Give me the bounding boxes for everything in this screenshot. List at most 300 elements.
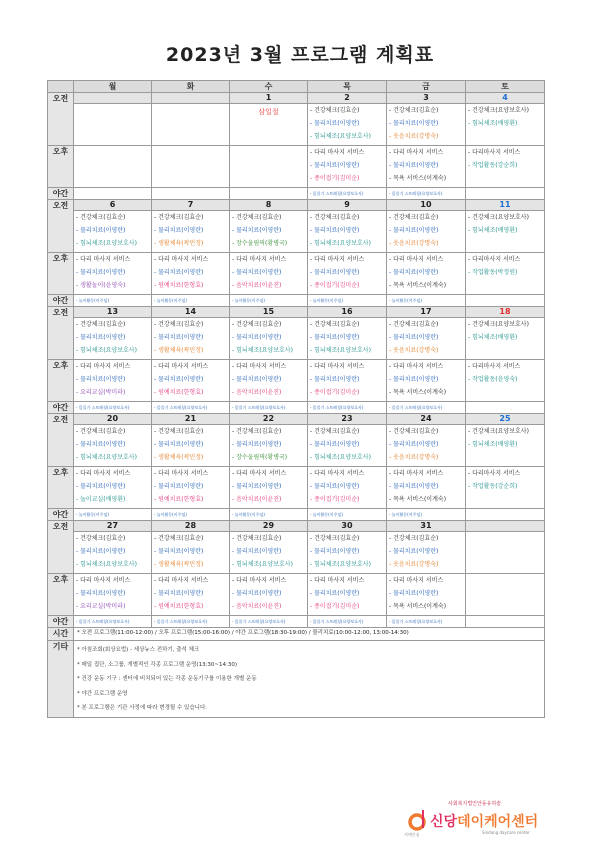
schedule-cell (152, 360, 230, 402)
day-number: 9 (308, 200, 387, 211)
schedule-cell (466, 360, 545, 402)
program-item: - 웃음치료(강명숙) (389, 133, 439, 140)
program-item: - 물리치료(이영란) (389, 483, 439, 490)
program-item: - 물리치료(이영란) (310, 548, 360, 555)
schedule-cell (387, 616, 466, 628)
schedule-cell (74, 616, 152, 628)
program-item: - 건강체크(김효순) (76, 428, 126, 435)
program-item: - 다리 마사지 서비스 (76, 363, 131, 370)
time-label: 시간 (48, 628, 74, 641)
program-item: - 놀이활동(이주임) (154, 298, 187, 303)
program-item: - 다리 마사지 서비스 (232, 363, 287, 370)
program-item: - 놀이활동(이주임) (310, 512, 343, 517)
program-item: - 물리치료(이영란) (76, 483, 126, 490)
program-item: - 다리 마사지 서비스 (154, 470, 209, 477)
day-number: 29 (230, 521, 308, 532)
schedule-cell (152, 253, 230, 295)
program-item: - 물리치료(이영란) (310, 227, 360, 234)
schedule-cell (152, 467, 230, 509)
program-item: - 몸풀기 스트레칭(요양보호사) (76, 619, 130, 624)
schedule-cell (308, 104, 387, 146)
program-item: - 힘뇌체조(요양보호사) (310, 347, 371, 354)
schedule-cell (74, 146, 152, 188)
program-item: - 물리치료(이영란) (232, 548, 282, 555)
schedule-cell (74, 295, 152, 307)
holiday-label: 삼일절 (258, 108, 279, 116)
program-item: - 힘뇌체조(배영환) (468, 120, 518, 127)
program-item: - 장수울림픽(황병국) (232, 240, 288, 247)
schedule-cell (387, 318, 466, 360)
program-item: - 다리마사지 서비스 (468, 149, 521, 156)
logo-name (430, 811, 538, 831)
program-item: - 물리치료(이영란) (310, 376, 360, 383)
day-number: 31 (387, 521, 466, 532)
day-number: 1 (230, 93, 308, 104)
program-item: - 다리 마사지 서비스 (232, 256, 287, 263)
schedule-cell (152, 104, 230, 146)
date-row (48, 93, 545, 104)
program-item: - 물리치료(이영란) (389, 120, 439, 127)
schedule-cell (152, 295, 230, 307)
ev-row (48, 188, 545, 200)
program-item: - 몸풀기 스트레칭(요양보호사) (389, 191, 443, 196)
program-item: - 요리교실(박미라) (76, 389, 126, 396)
ev-row (48, 616, 545, 628)
program-item: - 다리 마사지 서비스 (389, 149, 444, 156)
program-item: - 다리마사지 서비스 (468, 363, 521, 370)
schedule-cell (230, 295, 308, 307)
day-number: 6 (74, 200, 152, 211)
program-item: - 다리 마사지 서비스 (310, 149, 365, 156)
program-item: - 다리 마사지 서비스 (232, 470, 287, 477)
program-item: - 다리 마사지 서비스 (389, 256, 444, 263)
schedule-cell (466, 146, 545, 188)
schedule-cell (74, 253, 152, 295)
etc-line: * 아침조회(회상요법) - 세상뉴스 전하기, 출석 체크 (77, 647, 200, 653)
schedule-cell (466, 211, 545, 253)
program-item: - 물리치료(이영란) (232, 269, 282, 276)
program-item: - 웃음치료(강명숙) (389, 240, 439, 247)
day-number: 27 (74, 521, 152, 532)
program-item: - 물리치료(이영란) (76, 269, 126, 276)
schedule-cell (230, 616, 308, 628)
day-number: 16 (308, 307, 387, 318)
program-item: - 물리치료(이영란) (389, 334, 439, 341)
program-item: - 건강체크(김효순) (232, 321, 282, 328)
schedule-cell (230, 211, 308, 253)
schedule-cell (387, 360, 466, 402)
program-item: - 건강체크(김효순) (389, 428, 439, 435)
program-item: - 놀이활동(이주임) (76, 298, 109, 303)
row-label-am: 오전 (48, 521, 74, 574)
row-label-am: 오전 (48, 307, 74, 360)
schedule-cell (74, 318, 152, 360)
program-item: - 건강체크(김효순) (154, 214, 204, 221)
schedule-cell (152, 402, 230, 414)
day-number: 10 (387, 200, 466, 211)
schedule-cell (466, 574, 545, 616)
program-item: - 종이접기(김미순) (310, 282, 360, 289)
schedule-cell (230, 318, 308, 360)
weekday-tue: 화 (152, 81, 230, 93)
program-item: - 힘뇌체조(요양보호사) (76, 347, 137, 354)
schedule-cell (152, 146, 230, 188)
program-item: - 물리치료(이영란) (154, 441, 204, 448)
program-item: - 다리마사지 서비스 (468, 470, 521, 477)
schedule-cell (230, 188, 308, 200)
program-item: - 건강체크(김효순) (232, 214, 282, 221)
program-item: - 다리 마사지 서비스 (389, 470, 444, 477)
schedule-cell (308, 253, 387, 295)
program-item: - 물리치료(이영란) (310, 120, 360, 127)
program-item: - 놀이교실(배영환) (76, 496, 126, 503)
day-number: 22 (230, 414, 308, 425)
schedule-cell (308, 425, 387, 467)
day-number: 17 (387, 307, 466, 318)
pm-row (48, 360, 545, 402)
program-item: - 건강체크(김효순) (154, 535, 204, 542)
pm-row (48, 253, 545, 295)
program-item: - 몸풀기 스트레칭(요양보호사) (154, 405, 208, 410)
program-item: - 몸풀기 스트레칭(요양보호사) (310, 619, 364, 624)
schedule-cell (74, 509, 152, 521)
schedule-cell (74, 574, 152, 616)
schedule-cell (74, 402, 152, 414)
corner-cell (48, 81, 74, 93)
schedule-cell (387, 146, 466, 188)
program-item: - 물리치료(이영란) (310, 269, 360, 276)
schedule-cell (230, 402, 308, 414)
am-row (48, 425, 545, 467)
program-item: - 물리치료(이영란) (154, 548, 204, 555)
day-number: 30 (308, 521, 387, 532)
program-item: - 몸풀기 스트레칭(요양보호사) (389, 405, 443, 410)
logo-org-text: 사회복지법인안동유하술 (448, 801, 502, 807)
program-item: - 힘뇌체조(요양보호사) (232, 561, 293, 568)
etc-line: * 건강 운동 기구 : 센터에 비치되어 있는 각종 운동기구를 이용한 개별 운동 (77, 676, 257, 682)
program-item: - 물리치료(이영란) (154, 334, 204, 341)
program-item: - 건강체크(김효순) (310, 214, 360, 221)
schedule-cell (387, 425, 466, 467)
program-item: - 다리 마사지 서비스 (389, 363, 444, 370)
program-item: - 건강체크(김효순) (154, 321, 204, 328)
day-number: 4 (466, 93, 545, 104)
program-item: - 음악치료(이윤진) (232, 389, 282, 396)
program-item: - 건강체크(김효순) (76, 321, 126, 328)
program-item: - 목욕 서비스(이계숙) (389, 175, 447, 182)
program-item: - 작업활동(윤영숙) (468, 376, 518, 383)
program-item: - 물리치료(이영란) (76, 590, 126, 597)
program-item: - 다리 마사지 서비스 (76, 470, 131, 477)
page-title: 2023년 3월 프로그램 계획표 (165, 44, 435, 66)
program-item: - 다리 마사지 서비스 (154, 577, 209, 584)
program-item: - 물리치료(이영란) (310, 590, 360, 597)
program-item: - 힘뇌체조(요양보호사) (310, 240, 371, 247)
schedule-cell (308, 211, 387, 253)
program-item: - 물리치료(이영란) (76, 334, 126, 341)
schedule-cell (152, 425, 230, 467)
weekday-mon: 월 (74, 81, 152, 93)
program-item: - 원예치료(한형효) (154, 496, 204, 503)
schedule-cell (466, 509, 545, 521)
program-item: - 몸풀기 스트레칭(요양보호사) (310, 405, 364, 410)
program-item: - 몸풀기 스트레칭(요양보호사) (389, 619, 443, 624)
schedule-cell (152, 574, 230, 616)
program-item: - 웃음치료(강명숙) (389, 561, 439, 568)
day-number: 24 (387, 414, 466, 425)
schedule-cell (74, 532, 152, 574)
program-item: - 웃음치료(강명숙) (389, 347, 439, 354)
program-item: - 다리마사지 서비스 (468, 256, 521, 263)
schedule-cell (74, 467, 152, 509)
program-item: - 종이접기(김미순) (310, 175, 360, 182)
schedule-cell (466, 188, 545, 200)
etc-info-cell (74, 641, 545, 718)
program-item: - 다리 마사지 서비스 (310, 256, 365, 263)
program-item: - 원예치료(한형효) (154, 389, 204, 396)
day-number: 3 (387, 93, 466, 104)
program-item: - 물리치료(이영란) (154, 483, 204, 490)
program-item: - 물리치료(이영란) (389, 227, 439, 234)
weekday-wed: 수 (230, 81, 308, 93)
day-number: 18 (466, 307, 545, 318)
program-item: - 목욕 서비스(이계숙) (389, 282, 447, 289)
program-item: - 웃음치료(강명숙) (389, 454, 439, 461)
ev-row (48, 509, 545, 521)
program-item: - 놀이활동(이주임) (310, 298, 343, 303)
schedule-cell (74, 104, 152, 146)
program-item: - 놀이활동(이주임) (389, 298, 422, 303)
program-item: - 힘뇌체조(요양보호사) (310, 133, 371, 140)
logo-english-text: Sindang daycare center (482, 830, 530, 835)
logo-name-b: 데이케어센터 (457, 814, 539, 830)
program-item: - 생활체육(곽민정) (154, 454, 204, 461)
program-item: - 생활체육(곽민정) (154, 561, 204, 568)
program-item: - 물리치료(이영란) (154, 227, 204, 234)
program-item: - 힘뇌체조(요양보호사) (310, 561, 371, 568)
program-item: - 원예치료(한형효) (154, 282, 204, 289)
program-item: - 몸풀기 스트레칭(요양보호사) (76, 405, 130, 410)
schedule-cell (74, 188, 152, 200)
row-label-ev: 야간 (48, 509, 74, 521)
time-row (48, 628, 545, 641)
program-item: - 건강체크(김효순) (310, 535, 360, 542)
etc-row (48, 641, 545, 718)
schedule-cell (308, 360, 387, 402)
program-item: - 작업활동(박정원) (468, 269, 518, 276)
pm-row (48, 467, 545, 509)
schedule-cell (387, 104, 466, 146)
program-item: - 놀이활동(이주임) (76, 512, 109, 517)
row-label-ev: 야간 (48, 188, 74, 200)
schedule-cell (387, 253, 466, 295)
schedule-cell (466, 425, 545, 467)
day-number: 13 (74, 307, 152, 318)
program-item: - 힘뇌체조(요양보호사) (232, 347, 293, 354)
date-row (48, 521, 545, 532)
program-item: - 힘뇌체조(배영환) (468, 227, 518, 234)
schedule-cell (466, 532, 545, 574)
program-item: - 작업활동(강순희) (468, 162, 518, 169)
etc-line: * 야간 프로그램 운영 (77, 690, 128, 697)
program-item: - 건강체크(김효순) (154, 428, 204, 435)
day-number: 28 (152, 521, 230, 532)
center-logo (400, 800, 550, 840)
schedule-cell (466, 104, 545, 146)
schedule-cell (308, 188, 387, 200)
schedule-cell (387, 402, 466, 414)
row-label-am: 오전 (48, 414, 74, 467)
schedule-cell (466, 295, 545, 307)
program-item: - 건강체크(김효순) (389, 107, 439, 114)
schedule-cell (466, 467, 545, 509)
program-item: - 물리치료(이영란) (310, 441, 360, 448)
schedule-cell (152, 188, 230, 200)
day-number: 8 (230, 200, 308, 211)
program-item: - 놀이활동(이주임) (389, 512, 422, 517)
ev-row (48, 295, 545, 307)
program-item: - 목욕 서비스(이계숙) (389, 389, 447, 396)
schedule-cell (230, 104, 308, 146)
program-item: - 종이접기(김미순) (310, 496, 360, 503)
program-item: - 건강체크(김효순) (76, 535, 126, 542)
schedule-cell (230, 574, 308, 616)
day-number: 23 (308, 414, 387, 425)
program-item: - 건강체크(김효순) (389, 214, 439, 221)
program-item: - 건강체크(김효순) (389, 321, 439, 328)
time-info-cell (74, 628, 545, 641)
day-number: 2 (308, 93, 387, 104)
program-item: - 다리 마사지 서비스 (389, 577, 444, 584)
row-label-ev: 야간 (48, 295, 74, 307)
schedule-cell (466, 402, 545, 414)
schedule-cell (152, 509, 230, 521)
program-item: - 건강체크(요양보호사) (468, 428, 529, 435)
weekday-header-row (48, 81, 545, 93)
program-item: - 물리치료(이영란) (154, 590, 204, 597)
row-label-am: 오전 (48, 93, 74, 146)
program-item: - 물리치료(이영란) (389, 269, 439, 276)
program-item: - 물리치료(이영란) (389, 590, 439, 597)
program-item: - 건강체크(김효순) (232, 535, 282, 542)
program-item: - 힘뇌체조(배영환) (468, 334, 518, 341)
program-item: - 몸풀기 스트레칭(요양보호사) (154, 619, 208, 624)
program-item: - 놀이활동(이주임) (154, 512, 187, 517)
program-item: - 물리치료(이영란) (76, 376, 126, 383)
program-item: - 물리치료(이영란) (154, 269, 204, 276)
program-item: - 물리치료(이영란) (232, 334, 282, 341)
am-row (48, 532, 545, 574)
program-item: - 목욕 서비스(이계숙) (389, 496, 447, 503)
schedule-cell (230, 425, 308, 467)
program-item: - 다리 마사지 서비스 (310, 577, 365, 584)
program-item: - 요리교실(박미라) (76, 603, 126, 610)
program-item: - 다리 마사지 서비스 (310, 363, 365, 370)
row-label-pm: 오후 (48, 253, 74, 295)
program-item: - 물리치료(이영란) (76, 548, 126, 555)
program-item: - 물리치료(이영란) (232, 483, 282, 490)
day-number: 25 (466, 414, 545, 425)
program-item: - 몸풀기 스트레칭(요양보호사) (310, 191, 364, 196)
row-label-am: 오전 (48, 200, 74, 253)
program-item: - 물리치료(이영란) (310, 483, 360, 490)
program-item: - 물리치료(이영란) (389, 441, 439, 448)
etc-label: 기타 (48, 641, 74, 718)
schedule-cell (308, 509, 387, 521)
date-row (48, 414, 545, 425)
program-item: - 건강체크(김효순) (310, 428, 360, 435)
program-item: - 힘뇌체조(요양보호사) (76, 240, 137, 247)
program-item: - 다리 마사지 서비스 (76, 577, 131, 584)
weekday-sat: 토 (466, 81, 545, 93)
pm-row (48, 146, 545, 188)
program-item: - 몸풀기 스트레칭(요양보호사) (232, 405, 286, 410)
schedule-cell (466, 253, 545, 295)
schedule-cell (152, 616, 230, 628)
program-item: - 다리 마사지 서비스 (154, 256, 209, 263)
date-row (48, 307, 545, 318)
schedule-cell (387, 467, 466, 509)
day-number (466, 521, 545, 532)
program-item: - 물리치료(이영란) (310, 162, 360, 169)
program-item: - 건강체크(요양보호사) (468, 321, 529, 328)
program-item: - 건강체크(요양보호사) (468, 107, 529, 114)
day-number (152, 93, 230, 104)
schedule-cell (230, 467, 308, 509)
ev-row (48, 402, 545, 414)
program-item: - 놀이활동(이주임) (232, 512, 265, 517)
schedule-cell (230, 360, 308, 402)
day-number: 7 (152, 200, 230, 211)
program-item: - 생활놀이(윤영숙) (76, 282, 126, 289)
program-item: - 건강체크(김효순) (76, 214, 126, 221)
program-item: - 힘뇌체조(요양보호사) (76, 561, 137, 568)
program-item: - 작업활동(강순희) (468, 483, 518, 490)
schedule-cell (74, 360, 152, 402)
schedule-cell (74, 211, 152, 253)
schedule-cell (308, 402, 387, 414)
program-item: - 건강체크(김효순) (310, 107, 360, 114)
day-number: 14 (152, 307, 230, 318)
program-item: - 힘뇌체조(요양보호사) (76, 454, 137, 461)
schedule-cell (387, 295, 466, 307)
row-label-pm: 오후 (48, 574, 74, 616)
program-item: - 물리치료(이영란) (232, 376, 282, 383)
am-row (48, 104, 545, 146)
schedule-cell (308, 616, 387, 628)
program-item: - 건강체크(김효순) (310, 321, 360, 328)
program-item: - 종이접기(김미순) (310, 389, 360, 396)
schedule-cell (230, 253, 308, 295)
row-label-pm: 오후 (48, 146, 74, 188)
time-info-text: * 오전 프로그램(11:00-12:00) / 오후 프로그램(15:00-16:00) / 야간 프로그램(18:30-19:00) / 물리치료(10:00-12:00, 13:00-14:30) (77, 630, 409, 636)
date-row (48, 200, 545, 211)
row-label-pm: 오후 (48, 467, 74, 509)
program-item: - 장수울림픽(황병국) (232, 454, 288, 461)
schedule-cell (387, 211, 466, 253)
etc-line: * 본 프로그램은 기관 사정에 따라 변경될 수 있습니다. (77, 705, 208, 711)
program-item: - 몸풀기 스트레칭(요양보호사) (232, 619, 286, 624)
program-item: - 다리 마사지 서비스 (154, 363, 209, 370)
program-item: - 건강체크(김효순) (232, 428, 282, 435)
schedule-cell (152, 532, 230, 574)
program-item: - 건강체크(요양보호사) (468, 214, 529, 221)
program-item: - 물리치료(이영란) (232, 441, 282, 448)
schedule-cell (387, 509, 466, 521)
program-item: - 건강체크(김효순) (389, 535, 439, 542)
program-item: - 음악치료(이윤진) (232, 603, 282, 610)
schedule-cell (74, 425, 152, 467)
